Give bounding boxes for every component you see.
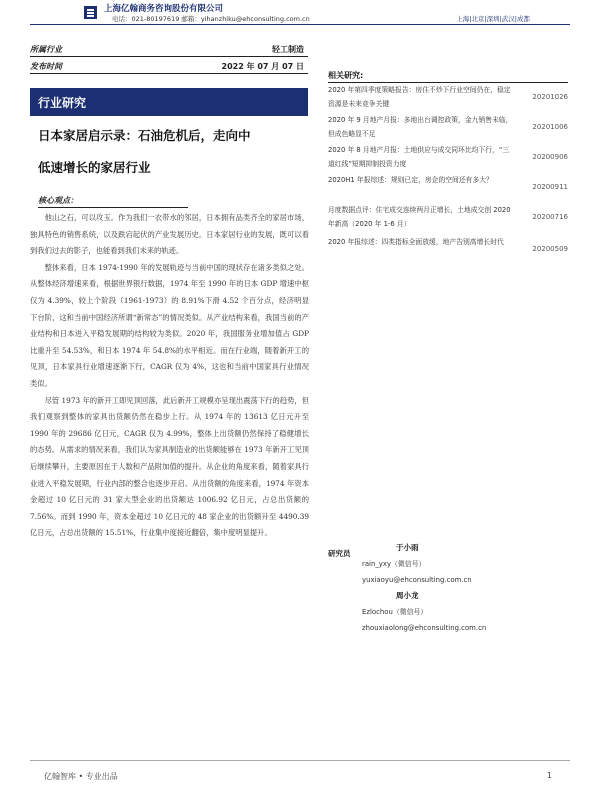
category-band [30, 88, 308, 116]
header-divider [30, 24, 570, 25]
company-logo-icon [84, 6, 97, 19]
paragraph: 尽管 1973 年的新开工即见顶回落，此后新开工规模亦呈现出震荡下行的趋势，但我们观察到整体的家具出货额仍然在稳步上行。从 1974 年的 13613 亿日元升至 1990 年的 29686 亿日元，CAGR 仅为 4.99%，整体上出货额仍然保持了稳健增长的态势。从需求的情况来看，我们认为家具制造业的出货额能够在 1973 年新开工见顶后继续攀升，主要原因在于人数和产品附加值的提升。从企业的角度来看，随着家具行业进入平稳发展期，行业内部的整合也逐步开启。从出货额的角度来看，1974 年资本金超过 10 亿日元的 31 家大型企业的出货额达 1006.92 亿日元，占总出货额的 7.56%。而到 1990 年，资本金超过 10 亿日元的 48 家企业的出货额升至 4490.39 亿日元，占总出货额的 15.51%，行业集中度接近翻倍，集中度明显提升。 [30, 395, 309, 538]
analyst-name: 于小雨 [396, 543, 419, 552]
related-item-title[interactable]: 2020 年 9 月地产月报：多地出台调控政策，金九销售未临，但成色略显不足 [328, 116, 513, 138]
related-item-title[interactable]: 2020 年报综述：四类指标全面放缓，地产告别高增长时代 [328, 238, 504, 246]
analyst-email[interactable]: zhouxiaolong@ehconsulting.com.cn [362, 624, 487, 632]
office-cities: 上海|北京|深圳|武汉|成都 [456, 15, 530, 23]
analyst-card [362, 540, 472, 588]
date-row [30, 61, 308, 72]
related-item-date: 20200509 [532, 245, 568, 253]
analyst-name: 周小龙 [396, 591, 419, 600]
page-number: 1 [546, 771, 552, 780]
analyst-email[interactable]: yuxiaoyu@ehconsulting.com.cn [362, 576, 472, 584]
meta-divider-1 [30, 56, 308, 57]
related-item-date: 20200911 [532, 183, 568, 191]
related-item-title[interactable]: 月度数据点评：住宅成交连续两月正增长，土地成交创 2020 年新高（2020 年 1-6 月） [328, 206, 511, 228]
meta-divider-2 [30, 73, 308, 74]
industry-label: 所属行业 [30, 45, 62, 54]
related-item-date: 20201006 [532, 123, 568, 131]
company-name: 上海亿翰商务咨询股份有限公司 [104, 4, 224, 14]
related-item[interactable] [328, 84, 570, 111]
analyst-card [362, 588, 486, 636]
related-item[interactable] [328, 204, 570, 231]
related-item[interactable] [328, 236, 570, 253]
date-value: 2022 年 07 月 07 日 [221, 62, 304, 71]
related-item-title[interactable]: 2020 年 8 月地产月报：土地供应与成交同环比均下行，“三道红线”短期抑制投资力度 [328, 146, 510, 168]
related-divider [328, 82, 568, 83]
related-item[interactable] [328, 114, 570, 141]
contact-info: 电话：021-80197619 邮箱：yihanzhiku@ehconsulting.com.cn [112, 15, 310, 23]
related-item[interactable] [328, 174, 570, 191]
related-item-date: 20200906 [532, 153, 568, 161]
footer-brand: 亿翰智库 • 专业出品 [44, 772, 118, 781]
related-research-title: 相关研究: [328, 71, 364, 80]
industry-value: 轻工制造 [272, 45, 304, 54]
related-item-date: 20201026 [532, 93, 568, 101]
analyst-label: 研究员 [328, 549, 351, 558]
paragraph: 整体来看，日本 1974-1990 年的发展轨迹与当前中国的现状存在诸多类似之处。从整体经济增速来看，根据世界银行数据，1974 年至 1990 年的日本 GDP 增速中枢仅为 4.39%，较上个阶段（1961-1973）的 8.91%下滑 4.52 个百分点，经济明显下台阶，这和当前中国经济所谓“新常态”的情况类似。从产业结构来看，我国当前的产业结构和日本进入平稳发展期的结构较为类似。2020 年，我国服务业增加值占 GDP 比重升至 54.53%，和日本 1974 年 54.8%的水平相近。而在行业端，随着新开工的见顶，日本家具行业增速逐渐下行，CAGR 仅为 4%，这也和当前中国家具行业情况类似。 [30, 262, 309, 388]
date-label: 发布时间 [30, 62, 62, 71]
related-item[interactable] [328, 144, 570, 171]
report-title-line-1: 日本家居启示录：石油危机后，走向中 [38, 128, 251, 143]
related-item-title[interactable]: 2020 年第四季度策略报告：房住不炒下行业空间仍在，稳定资源是未来竞争关键 [328, 86, 511, 108]
related-item-date: 20200716 [532, 213, 568, 221]
analyst-wechat: Ezlochou（微信号） [362, 608, 428, 616]
analyst-wechat: rain_yxy（微信号） [362, 560, 426, 568]
core-view-label: 核心观点： [38, 196, 78, 205]
report-title-line-2: 低速增长的家居行业 [38, 160, 151, 175]
category-label: 行业研究 [38, 96, 87, 110]
industry-row [30, 44, 308, 55]
footer-divider [30, 760, 570, 761]
paragraph: 他山之石，可以攻玉。作为我们一衣带水的邻居，日本拥有品类齐全的家居市场，独具特色的销售系统，以及跌宕起伏的产业发展历史。日本家居行业的发展，既可以看到我们过去的影子，也能看到我们未来的轨迹。 [30, 213, 309, 256]
body-text [30, 210, 309, 542]
related-item-title[interactable]: 2020H1 年报综述：规则已定，房企的空间还有多大？ [328, 176, 493, 184]
